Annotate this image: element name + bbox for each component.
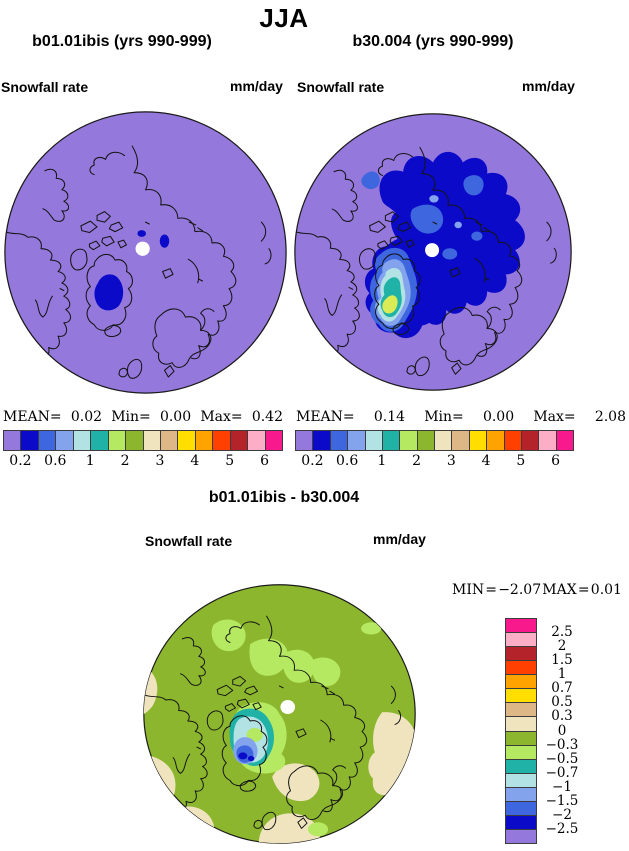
colorbar-segment	[505, 745, 537, 760]
colorbar-segment	[505, 773, 537, 788]
colorbar-segment	[382, 430, 400, 451]
pole-hole	[280, 700, 295, 714]
colorbar-segment	[451, 430, 469, 451]
colorbar-segment	[521, 430, 539, 451]
colorbar-ticks	[3, 451, 282, 469]
colorbar-segment	[504, 430, 522, 451]
stats-diff	[452, 582, 622, 598]
colorbar-segment	[505, 646, 537, 661]
colorbar-segment	[505, 660, 537, 675]
colorbar-tick-label: 4	[190, 453, 200, 469]
colorbar-segment	[177, 430, 195, 451]
colorbar-segment	[108, 430, 126, 451]
map-difference	[142, 583, 417, 845]
stats-right	[296, 409, 626, 425]
colorbar-segment	[20, 430, 38, 451]
stat-token: 2.08	[594, 409, 626, 425]
colorbar-tick-label: 0.2	[9, 453, 32, 469]
colorbar-tick-label: −0.7	[545, 764, 579, 781]
colorbar-segments	[295, 430, 573, 451]
stat-token: 0.00	[159, 409, 192, 425]
colorbar-tick-label: 3	[155, 453, 165, 469]
colorbar-segments	[505, 618, 537, 843]
colorbar-left	[3, 430, 282, 469]
stat-token: −2.07	[498, 582, 542, 598]
stat-token: 0.02	[70, 409, 103, 425]
colorbar-tick-label: −0.3	[545, 736, 579, 753]
colorbar-segment	[469, 430, 487, 451]
colorbar-tick-label: 0.2	[301, 453, 324, 469]
colorbar-tick-label: 0	[557, 722, 567, 739]
colorbar-segment	[143, 430, 161, 451]
stat-token: Max=	[200, 409, 243, 425]
colorbar-tick-label: −2.5	[545, 820, 579, 837]
stat-token: 0.00	[482, 409, 515, 425]
panel-right-units-label: mm/day	[522, 78, 575, 94]
colorbar-tick-label: 2	[412, 453, 422, 469]
colorbar-segment	[434, 430, 452, 451]
stat-token: Min=	[424, 409, 464, 425]
panel-right-title: b30.004 (yrs 990-999)	[352, 33, 514, 50]
colorbar-segment	[73, 430, 91, 451]
colorbar-segment	[505, 759, 537, 774]
panel-left-units-label: mm/day	[230, 78, 283, 94]
colorbar-segment	[3, 430, 21, 451]
panel-left-field-label: Snowfall rate	[1, 79, 89, 95]
panel-right-field-label: Snowfall rate	[297, 79, 385, 95]
colorbar-segment	[505, 801, 537, 816]
colorbar-tick-label: −2	[552, 806, 572, 823]
colorbar-segment	[505, 674, 537, 689]
colorbar-tick-label: 6	[260, 453, 270, 469]
colorbar-segment	[505, 688, 537, 703]
pole-hole	[136, 242, 150, 256]
panel-diff-field-label: Snowfall rate	[145, 533, 233, 549]
colorbar-segment	[55, 430, 73, 451]
colorbar-tick-label: 4	[481, 453, 491, 469]
colorbar-tick-label: 0.5	[551, 694, 573, 711]
colorbar-segment	[505, 731, 537, 746]
colorbar-segment	[486, 430, 504, 451]
colorbar-segment	[295, 430, 313, 451]
colorbar-tick-label: 2	[120, 453, 130, 469]
colorbar-segment	[538, 430, 556, 451]
colorbar-tick-label: 0.3	[551, 708, 573, 725]
colorbar-segment	[90, 430, 108, 451]
colorbar-segment	[505, 829, 537, 844]
stat-token: =	[485, 582, 498, 598]
stat-token: MEAN=	[3, 409, 62, 425]
stat-token: MIN	[452, 582, 485, 598]
colorbar-segment	[160, 430, 178, 451]
colorbar-right	[295, 430, 573, 469]
colorbar-segment	[365, 430, 383, 451]
panel-diff-title: b01.01ibis - b30.004	[208, 489, 360, 506]
colorbar-segments	[3, 430, 282, 451]
colorbar-tick-label: 0.6	[335, 453, 359, 469]
colorbar-tick-label: 5	[225, 453, 235, 469]
panel-diff-units-label: mm/day	[373, 531, 426, 547]
stats-left	[3, 409, 283, 425]
colorbar-segment	[230, 430, 248, 451]
colorbar-segment	[247, 430, 265, 451]
colorbar-tick-label: −1.5	[545, 792, 579, 809]
pole-hole	[425, 243, 439, 257]
colorbar-tick-label: 1.5	[551, 652, 573, 669]
stat-token: 0.14	[373, 409, 406, 425]
colorbar-segment	[330, 430, 348, 451]
colorbar-tick-label: 0.6	[44, 453, 67, 469]
colorbar-segment	[399, 430, 417, 451]
map-b01-01ibis	[3, 110, 288, 395]
page-title: JJA	[259, 3, 309, 33]
colorbar-segment	[505, 787, 537, 802]
panel-left-title: b01.01ibis (yrs 990-999)	[32, 33, 212, 50]
colorbar-tick-label: 2	[557, 638, 567, 655]
colorbar-segment	[505, 815, 537, 830]
colorbar-tick-label: 1	[377, 453, 387, 469]
stat-token: MAX	[542, 582, 577, 598]
stat-token: MEAN=	[296, 409, 355, 425]
stat-token: Min=	[111, 409, 151, 425]
colorbar-tick-label: 5	[516, 453, 526, 469]
colorbar-tick-label: 1	[557, 666, 567, 683]
colorbar-segment	[212, 430, 230, 451]
colorbar-segment	[505, 632, 537, 647]
colorbar-diff	[505, 618, 595, 843]
stat-token: 0.42	[251, 409, 283, 425]
stat-token: Max=	[533, 409, 576, 425]
colorbar-segment	[505, 702, 537, 717]
colorbar-tick-label: 2.5	[551, 624, 573, 641]
colorbar-tick-label: 6	[551, 453, 561, 469]
colorbar-tick-label: 3	[446, 453, 456, 469]
colorbar-segment	[195, 430, 213, 451]
colorbar-ticks	[542, 618, 586, 843]
colorbar-segment	[505, 716, 537, 731]
colorbar-segment	[417, 430, 435, 451]
colorbar-segment	[265, 430, 283, 451]
colorbar-segment	[347, 430, 365, 451]
stat-token: =	[577, 582, 590, 598]
map-b30-004	[293, 112, 573, 392]
colorbar-segment	[125, 430, 143, 451]
colorbar-tick-label: −0.5	[545, 750, 579, 767]
colorbar-tick-label: −1	[552, 778, 572, 795]
colorbar-tick-label: 0.7	[551, 680, 573, 697]
colorbar-segment	[312, 430, 330, 451]
colorbar-tick-label: 1	[85, 453, 95, 469]
colorbar-segment	[505, 618, 537, 633]
colorbar-segment	[556, 430, 574, 451]
colorbar-ticks	[295, 451, 573, 469]
colorbar-segment	[38, 430, 56, 451]
stat-token: 0.01	[590, 582, 622, 598]
